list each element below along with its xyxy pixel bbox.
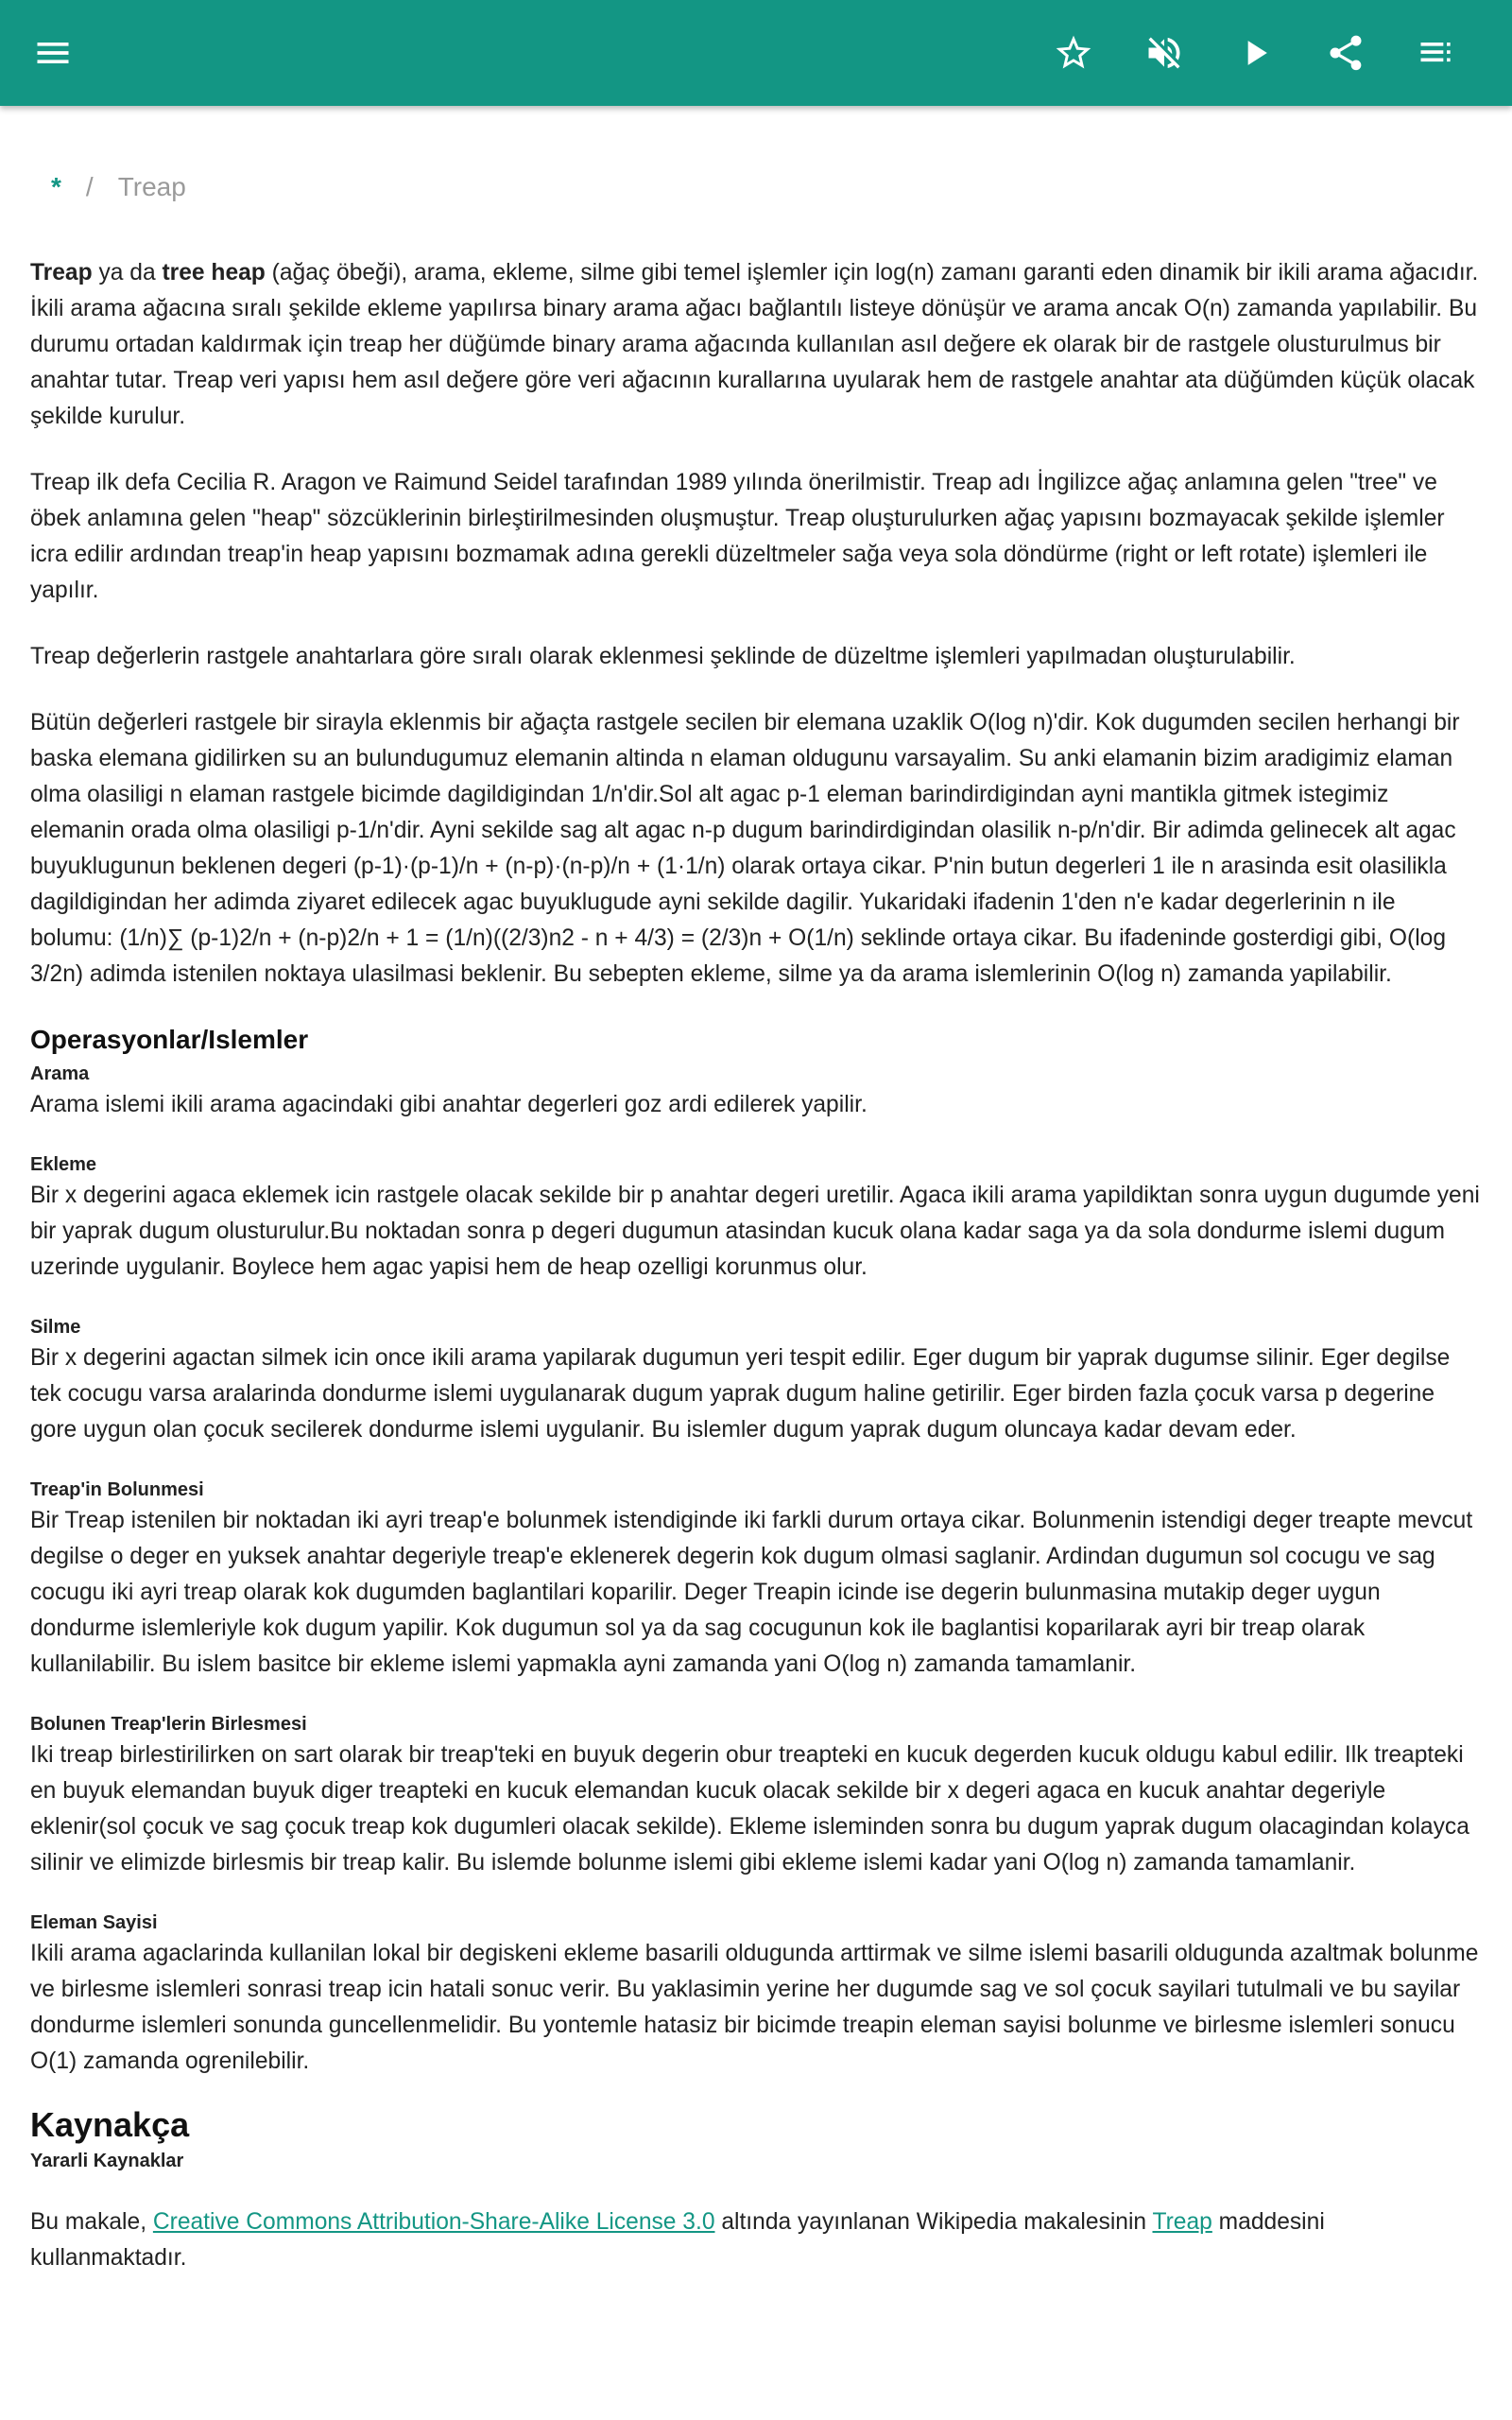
volume-off-icon xyxy=(1143,32,1185,74)
intro-paragraph xyxy=(30,255,1482,435)
delete-paragraph: Bir x degerini agactan silmek icin once ikili arama yapilarak dugumun yeri tespit edilir. Eger dugum bir yaprak dugumse silinir. Eger degilse tek cocugu varsa aralarinda dondurme islemi uygulanarak dugum yaprak dugum haline getirilir. Eger birden fazla çocuk varsa p degerine gore uygun olan çocuk secilerek dondurme islemi uygulanir. Bu islemler dugum yaprak dugum oluncaya kadar devam eder. xyxy=(30,1345,1451,1443)
share-icon xyxy=(1325,32,1366,74)
term-tree-heap: tree heap xyxy=(162,260,266,285)
merge-paragraph: Iki treap birlestirilirken on sart olarak bir treap'teki en buyuk degerin obur treapteki en kucuk degerden kucuk oldugu kabul edilir. Ilk treapteki en buyuk elemandan buyuk diger treapteki en kucuk elemandan kucuk olacak sekilde bir x degeri agaca en kucuk anahtar degeriyle eklenir(sol çocuk ve sag çocuk treap kok dugumleri olacak sekilde). Ekleme isleminden sonra bu dugum yaprak dugum olacagindan kolayca silinir ve elimizde birlesmis bir treap kalir. Bu islemde bolunme islemi gibi ekleme islemi kadar yani O(log n) zamanda tamamlanir. xyxy=(30,1742,1469,1876)
license-text-3: maddesini kullanmaktadır. xyxy=(30,2209,1325,2271)
article-content xyxy=(30,159,1482,2276)
split-paragraph: Bir Treap istenilen bir noktadan iki ayri treap'e bolunmek istendiginde iki farkli durum ortaya cikar. Bolunmenin istendigi deger treapte mevcut degilse o deger en yuksek anahtar degeriyle treap'e eklenerek degerin kok dugum olmasi saglanir. Ardindan dugumun sol cocugu ve sag cocugu iki ayri treap olarak kok dugumden baglantilari koparilir. Deger Treapin icinde ise degerin bulunmasina mutakip deger uygun dondurme islemleriyle kok dugum yapilir. Kok dugumun sol ya da sag cocugunun kok ile baglantisi koparilarak ayri bir treap olarak kullanilabilir. Bu islem basitce bir ekleme islemi yapmakla ayni zamanda yani O(log n) zamanda tamamlanir. xyxy=(30,1508,1473,1677)
intro-text-1: ya da xyxy=(92,260,163,285)
analysis-paragraph: Bütün değerleri rastgele bir sirayla eklenmis bir ağaçta rastgele secilen bir elemana uzaklik O(log n)'dir. Kok dugumden secilen herhangi bir baska elemana gidilirken su an bulundugumuz elemanin altinda n elaman oldugunu varsayalim. Su anki elamanin bizim aradigimiz elaman olma olasiligi n elaman rastgele bicimde dagildigindan 1/n'dir.Sol alt agac p-1 eleman barindirdigindan ayni mantikla gitmek istegimiz elemanin orada olma olasiligi p-1/n'dir. Ayni sekilde sag alt agac n-p dugum barindirdigindan olasilik n-p/n'dir. Bir adimda gelinecek alt agac buyuklugunun beklenen degeri (p-1)·(p-1)/n + (n-p)·(n-p)/n + (1·1/n) olarak ortaya cikar. P'nin butun degerleri 1 ile n arasinda esit olasilikla dagildigindan her adimda ziyaret edilecek agac buyuklugude ayni sekilde dagilir. Yukaridaki ifadenin 1'den n'e kadar degerlerinin n ile bolumu: (1/n)∑ (p-1)2/n + (n-p)2/n + 1 = (1/n)((2/3)n2 - n + 4/3) = (2/3)n + O(1/n) seklinde ortaya cikar. Bu ifadeninde gosterdigi gibi, O(log 3/2n) adimda istenilen noktaya ulasilmasi beklenir. Bu sebepten ekleme, silme ya da arama islemlerinin O(log n) zamanda yapilabilir. xyxy=(30,710,1460,987)
license-text-1: Bu makale, xyxy=(30,2209,153,2235)
insert-heading: Ekleme xyxy=(30,1154,97,1175)
license-link[interactable]: Creative Commons Attribution-Share-Alike License 3.0 xyxy=(152,2209,715,2235)
construction-paragraph: Treap değerlerin rastgele anahtarlara göre sıralı olarak eklenmesi şeklinde de düzeltme işlemleri yapılmadan oluşturulabilir. xyxy=(30,644,1296,669)
menu-button[interactable] xyxy=(26,26,79,79)
play-icon xyxy=(1234,32,1276,74)
app-bar xyxy=(0,0,1512,106)
license-text-2: altında yayınlanan Wikipedia makalesinin xyxy=(714,2209,1153,2235)
insert-paragraph: Bir x degerini agaca eklemek icin rastgele olacak sekilde bir p anahtar degeri uretilir. Agaca ikili arama yapildiktan sonra uygun dugumde yeni bir yaprak dugum olusturulur.Bu noktadan sonra p degeri dugumun atasindan kucuk olana kadar saga ya da sola dondurme islemi dugum uzerinde uygulanir. Boylece hem agac yapisi hem de heap ozelligi korunmus olur. xyxy=(30,1183,1480,1280)
operations-heading: Operasyonlar/Islemler xyxy=(30,1025,309,1054)
star-icon xyxy=(1053,32,1094,74)
license-paragraph xyxy=(30,2204,1482,2276)
breadcrumb xyxy=(51,172,1482,210)
count-heading: Eleman Sayisi xyxy=(30,1912,158,1933)
term-treap: Treap xyxy=(30,260,93,285)
search-paragraph: Arama islemi ikili arama agacindaki gibi anahtar degerleri goz ardi edilerek yapilir. xyxy=(30,1092,868,1117)
intro-text-2: (ağaç öbeği), arama, ekleme, silme gibi temel işlemler için log(n) zamanı garanti eden dinamik bir ikili arama ağacıdır. İkili arama ağacına sıralı şekilde ekleme yapılırsa binary arama ağacı bağlantılı listeye dönüşür ve arama ancak O(n) zamanda yapılabilir. Bu durumu ortadan kaldırmak için treap her düğümde binary arama ağacında kullanılan asıl değere ek olarak bir de rastgele olusturulmus bir anahtar tutar. Treap veri yapısı hem asıl değere göre veri ağacının kurallarına uyularak hem de rastgele anahtar ata düğümden küçük olacak şekilde kurulur. xyxy=(30,260,1479,429)
breadcrumb-current: Treap xyxy=(117,172,186,201)
references-subheading: Yararli Kaynaklar xyxy=(30,2151,184,2171)
play-button[interactable] xyxy=(1228,26,1281,79)
merge-heading: Bolunen Treap'lerin Birlesmesi xyxy=(30,1714,307,1735)
contents-button[interactable] xyxy=(1410,26,1463,79)
mute-button[interactable] xyxy=(1138,26,1191,79)
list-icon xyxy=(1416,32,1457,74)
split-heading: Treap'in Bolunmesi xyxy=(30,1479,204,1500)
share-button[interactable] xyxy=(1319,26,1372,79)
delete-heading: Silme xyxy=(30,1317,81,1338)
favorite-button[interactable] xyxy=(1047,26,1100,79)
breadcrumb-separator: / xyxy=(85,172,94,201)
wikipedia-treap-link[interactable]: Treap xyxy=(1152,2209,1212,2235)
count-paragraph: Ikili arama agaclarinda kullanilan lokal bir degiskeni ekleme basarili oldugunda arttirmak ve silme islemi basarili oldugunda azaltmak bolunme ve birlesme islemleri sonrasi treap icin hatali sonuc verir. Bu yaklasimin yerine her dugumde sag ve sol çocuk sayilari tutulmali ve bu sayilar dondurme islemleri sonunda guncellenmelidir. Bu yontemle hatasiz bir bicimde treapin eleman sayisi bolunme ve birlesme islemleri sonucu O(1) zamanda ogrenilebilir. xyxy=(30,1941,1479,2074)
breadcrumb-home[interactable]: * xyxy=(51,172,61,201)
search-heading: Arama xyxy=(30,1063,90,1084)
history-paragraph: Treap ilk defa Cecilia R. Aragon ve Raimund Seidel tarafından 1989 yılında önerilmistir. Treap adı İngilizce ağaç anlamına gelen "tree" ve öbek anlamına gelen "heap" sözcüklerinin birleştirilmesinden oluşmuştur. Treap oluşturulurken ağaç yapısını bozmayacak şekilde işlemler icra edilir ardından treap'in heap yapısını bozmamak adına gerekli düzeltmeler sağa veya sola döndürme (right or left rotate) işlemleri ile yapılır. xyxy=(30,470,1445,603)
references-heading: Kaynakça xyxy=(30,2105,190,2144)
menu-icon xyxy=(32,32,74,74)
